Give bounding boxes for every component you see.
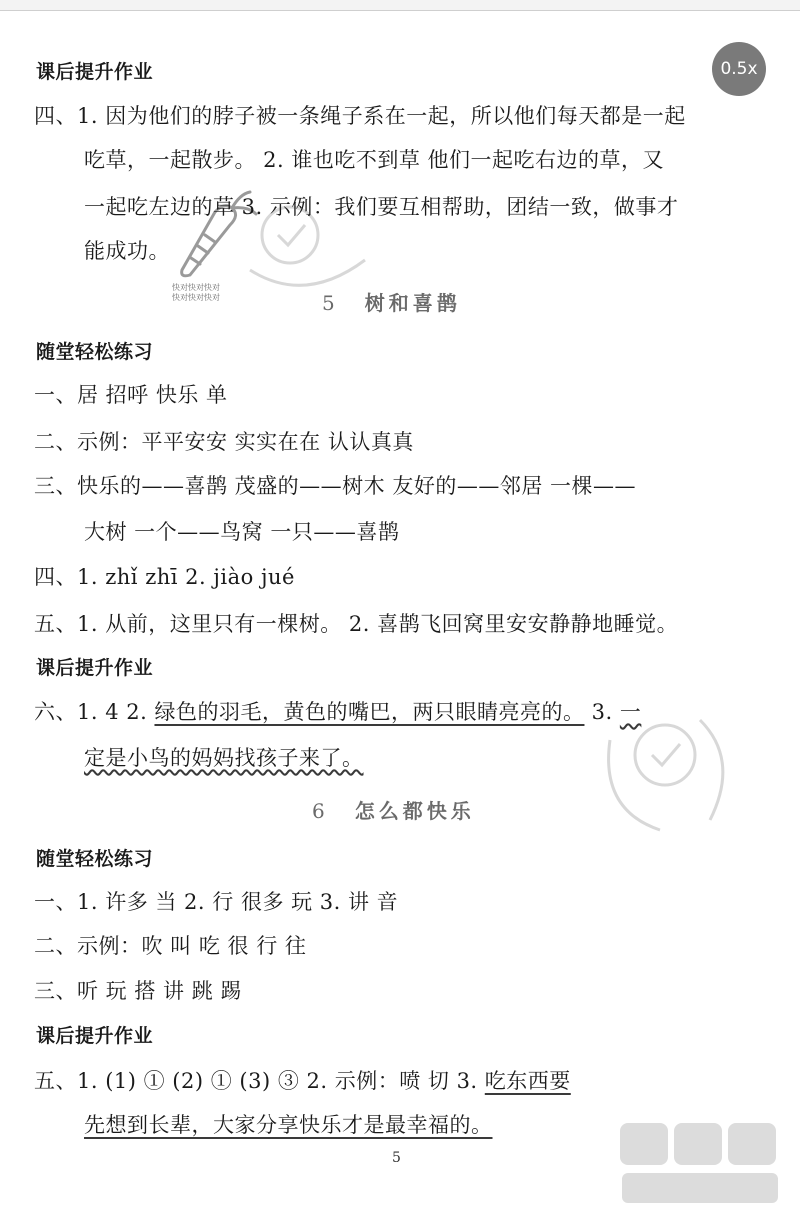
page-top-edge <box>0 0 800 11</box>
answer-line: 六、1. 4 2. 绿色的羽毛，黄色的嘴巴，两只眼睛亮亮的。 3. 一 <box>34 700 642 724</box>
answer-line: 二、示例：吹 叫 吃 很 行 往 <box>34 934 307 958</box>
chapter-title <box>322 287 461 316</box>
answer-line: 能成功。 <box>84 239 170 263</box>
answer-line: 四、1. 因为他们的脖子被一条绳子系在一起，所以他们每天都是一起 <box>34 104 686 128</box>
answer-line: 三、快乐的——喜鹊 茂盛的——树木 友好的——邻居 一棵—— <box>34 474 637 498</box>
section-heading: 随堂轻松练习 <box>36 341 154 363</box>
answer-line: 先想到长辈，大家分享快乐才是最幸福的。 <box>84 1113 493 1137</box>
answer-line: 三、听 玩 搭 讲 跳 踢 <box>34 979 242 1003</box>
answer-line: 吃草，一起散步。 2. 谁也吃不到草 他们一起吃右边的草，又 <box>84 148 665 172</box>
section-heading: 随堂轻松练习 <box>36 848 154 870</box>
answer-line: 一、1. 许多 当 2. 行 很多 玩 3. 讲 音 <box>34 890 399 914</box>
chapter-title <box>312 795 475 824</box>
answer-line: 五、1. 从前，这里只有一棵树。 2. 喜鹊飞回窝里安安静静地睡觉。 <box>34 612 679 636</box>
page-number: 5 <box>392 1150 401 1166</box>
section-heading: 课后提升作业 <box>36 657 154 679</box>
answer-line: 定是小鸟的妈妈找孩子来了。 <box>84 746 364 770</box>
answer-line: 一起吃左边的草 3. 示例：我们要互相帮助，团结一致，做事才 <box>84 195 679 219</box>
chapter-name: 怎么都快乐 <box>354 799 475 823</box>
site-logo-watermark <box>610 1115 790 1210</box>
chapter-number: 6 <box>312 799 325 823</box>
zoom-indicator[interactable]: 0.5x <box>712 42 766 96</box>
watermark-text: 快对快对快对 快对快对快对 <box>172 283 220 302</box>
answer-line: 二、示例：平平安安 实实在在 认认真真 <box>34 430 414 454</box>
chapter-number: 5 <box>322 291 335 315</box>
answer-line: 大树 一个——鸟窝 一只——喜鹊 <box>84 520 400 544</box>
section-heading: 课后提升作业 <box>36 1025 154 1047</box>
answer-line: 四、1. zhǐ zhī 2. jiào jué <box>34 565 295 589</box>
section-heading: 课后提升作业 <box>36 61 154 83</box>
answer-line: 一、居 招呼 快乐 单 <box>34 383 228 407</box>
chapter-name: 树和喜鹊 <box>364 291 461 315</box>
answer-line: 五、1. (1) ① (2) ① (3) ③ 2. 示例：喷 切 3. 吃东西要 <box>34 1069 571 1093</box>
